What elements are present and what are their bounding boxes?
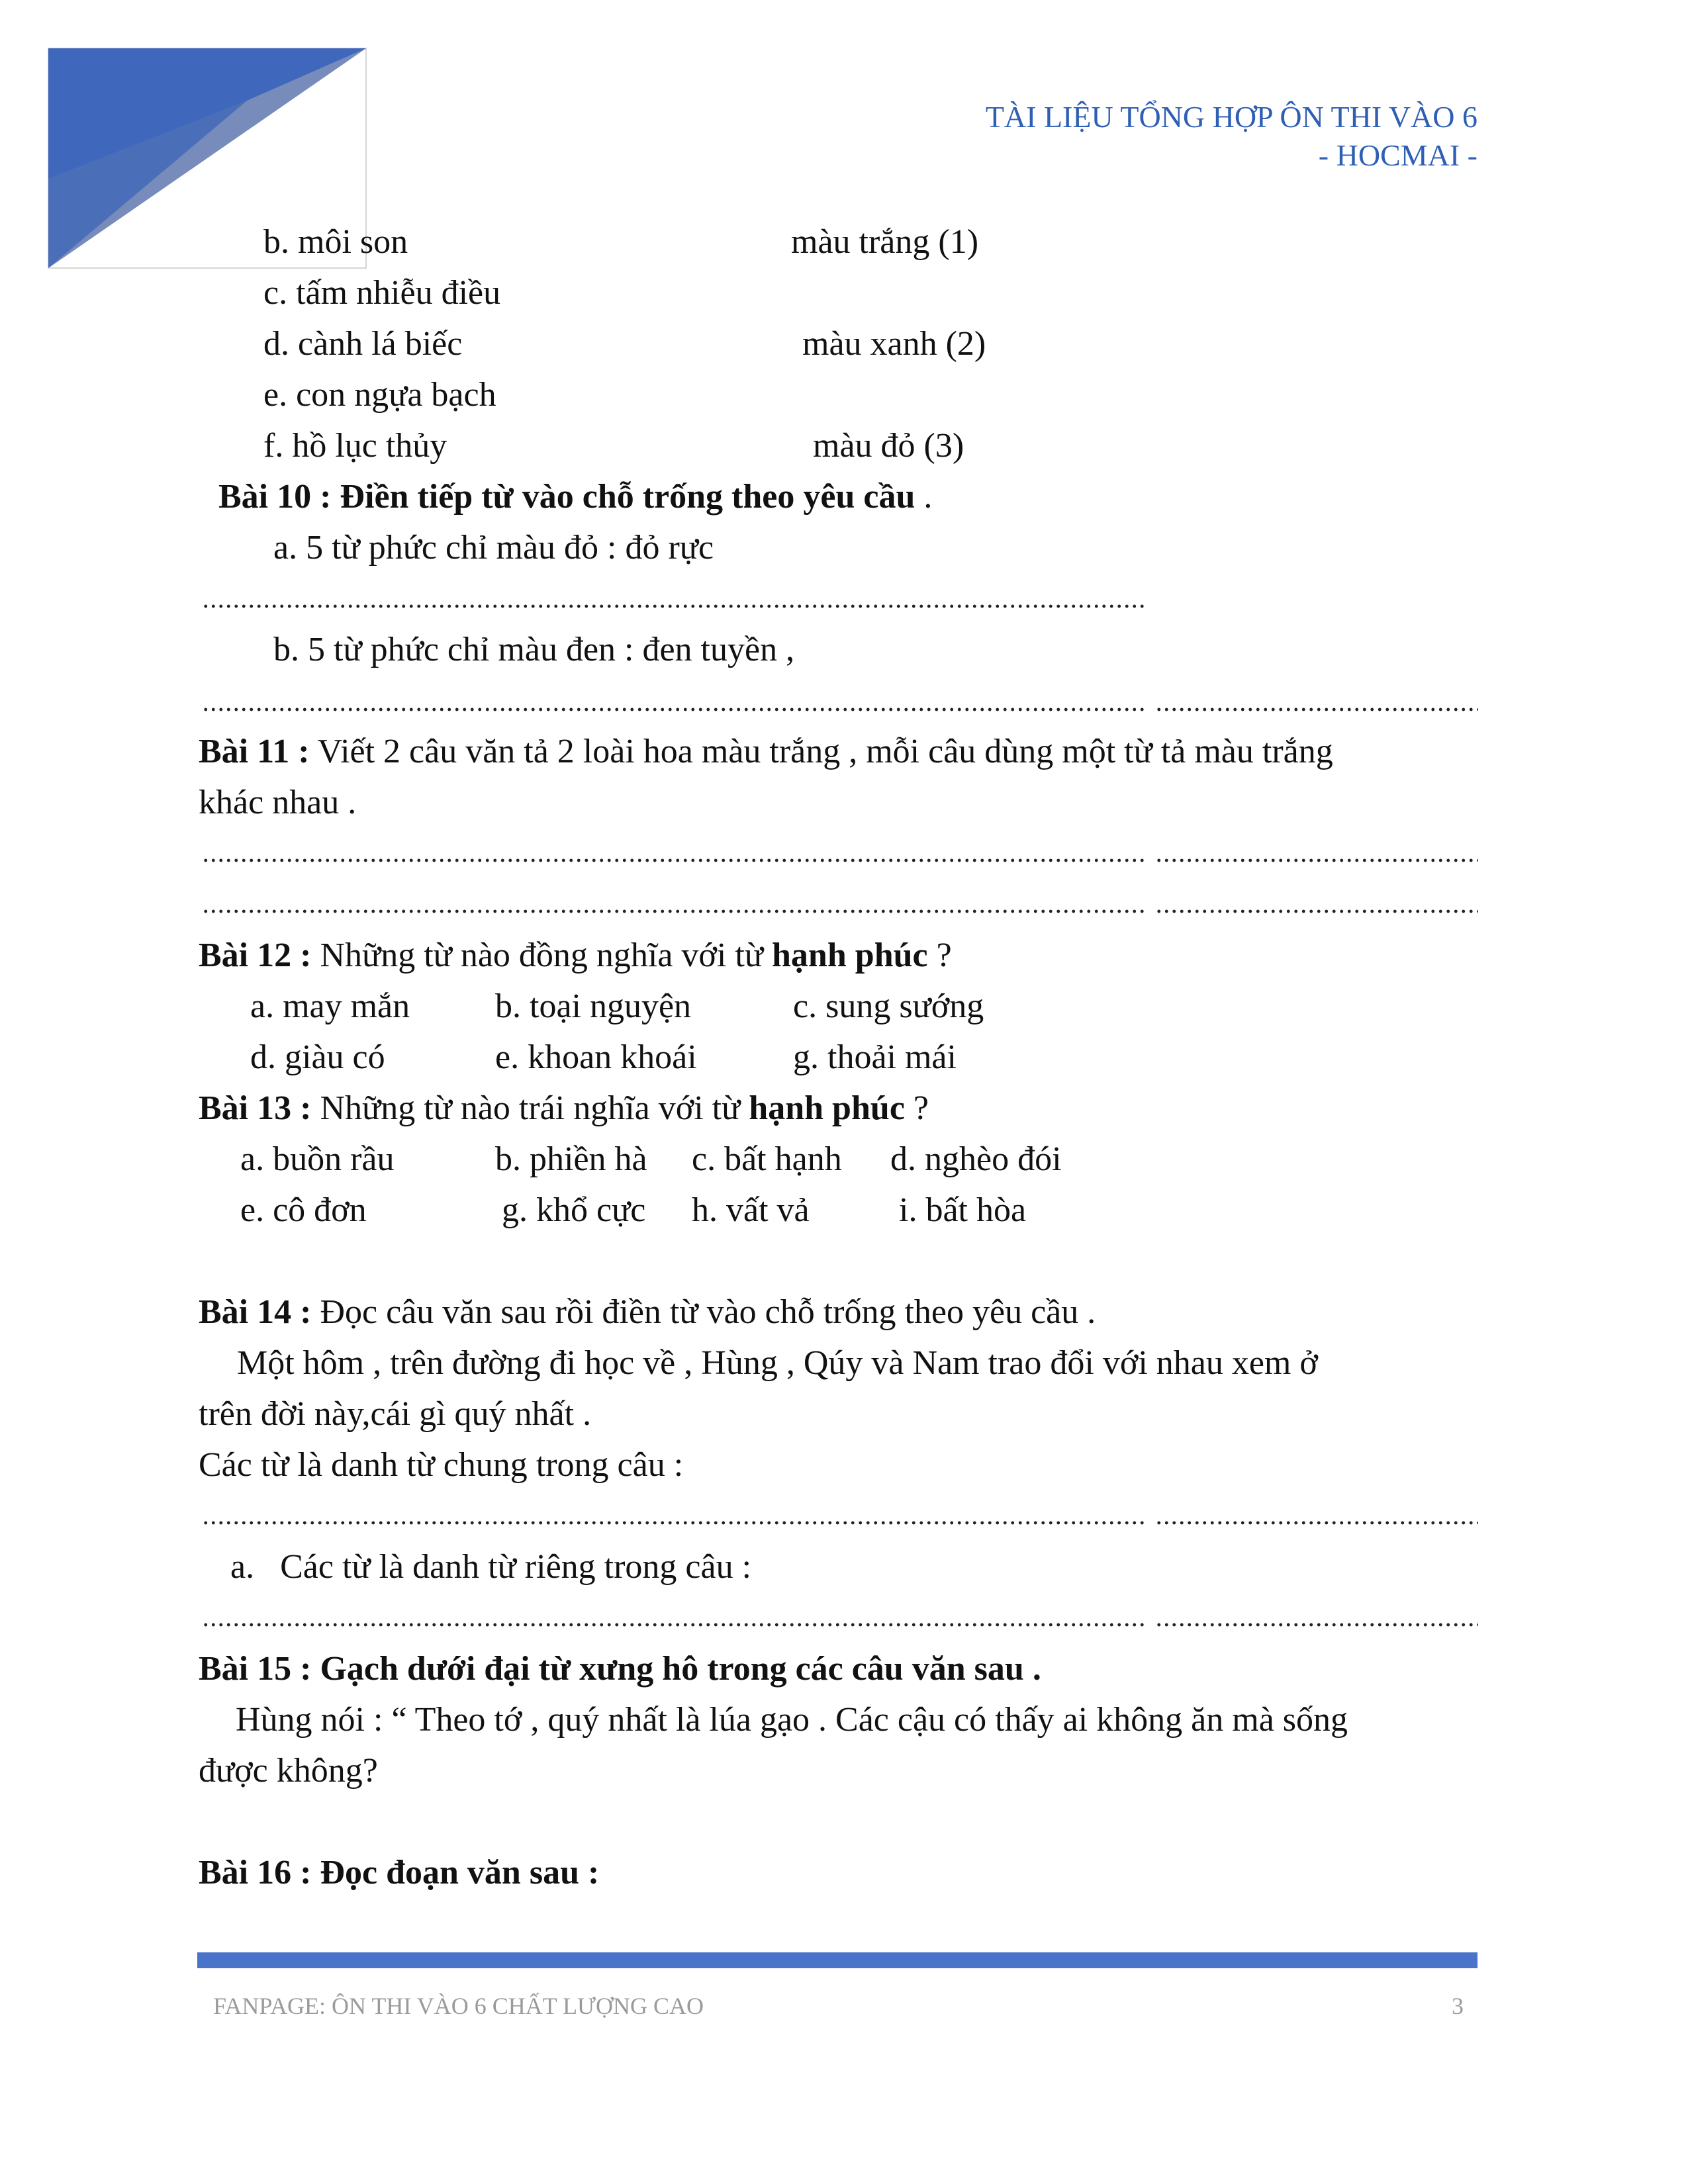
bai13-option-g: g. khổ cực [502, 1191, 646, 1229]
bai10-answer-line-b2[interactable] [1155, 707, 1478, 711]
bai13-option-e: e. cô đơn [240, 1191, 367, 1229]
bai10-heading [218, 480, 932, 514]
bai14-q2-text: Các từ là danh từ riêng trong câu : [280, 1548, 752, 1586]
match-item-f: f. hồ lục thủy [263, 427, 447, 465]
document-header [986, 98, 1477, 175]
bai15-heading [199, 1652, 1041, 1686]
bai13-heading [199, 1091, 929, 1126]
footer-fanpage: FANPAGE: ÔN THI VÀO 6 CHẤT LƯỢNG CAO [213, 1993, 704, 2019]
bai16-heading: Bài 16 : Đọc đoạn văn sau : [199, 1854, 600, 1891]
header-subtitle: - HOCMAI - [1318, 138, 1477, 172]
bai15-title: Bài 15 : Gạch dưới đại từ xưng hô trong các câu văn sau [199, 1650, 1024, 1688]
bai15-sentence-line1: Hùng nói : “ Theo tớ , quý nhất là lúa gạo . Các cậu có thấy ai không ăn mà sống [236, 1701, 1348, 1739]
footer-page-number: 3 [1452, 1993, 1464, 2019]
bai12-tail: ? [927, 936, 952, 974]
bai14-passage-line1: Một hôm , trên đường đi học về , Hùng , Qúy và Nam trao đổi với nhau xem ở [237, 1344, 1318, 1382]
match-item-d: d. cành lá biếc [263, 325, 463, 363]
bai12-heading [199, 938, 952, 973]
match-item-c: c. tấm nhiễu điều [263, 274, 501, 312]
bai13-option-h: h. vất vả [692, 1191, 810, 1229]
header-title: TÀI LIỆU TỔNG HỢP ÔN THI VÀO 6 [985, 100, 1477, 134]
bai13-option-a: a. buồn rầu [240, 1140, 395, 1178]
bai13-tail: ? [904, 1089, 929, 1127]
bai10-question-b: b. 5 từ phức chỉ màu đen : đen tuyền , [273, 631, 795, 668]
bai12-keyword: hạnh phúc [772, 936, 928, 974]
bai12-option-a: a. may mắn [250, 987, 410, 1025]
match-color-white: màu trắng (1) [791, 223, 979, 261]
bai15-sentence-line2: được không? [199, 1752, 378, 1790]
bai14-answer-line-1b[interactable] [1155, 1521, 1478, 1525]
match-item-b: b. môi son [263, 223, 408, 261]
bai10-title-tail: . [915, 478, 933, 516]
bai13-option-i: i. bất hòa [899, 1191, 1027, 1229]
bai14-label: Bài 14 : [199, 1293, 312, 1331]
bai14-marker-a: a. [230, 1548, 255, 1586]
bai12-option-e: e. khoan khoái [495, 1038, 697, 1076]
bai13-option-b: b. phiền hà [495, 1140, 647, 1178]
bai12-option-b: b. toại nguyện [495, 987, 692, 1025]
bai13-option-d: d. nghèo đói [890, 1140, 1062, 1178]
bai14-answer-line-2b[interactable] [1155, 1623, 1478, 1627]
bai14-question-common-nouns: Các từ là danh từ chung trong câu : [199, 1446, 684, 1484]
bai10-answer-line-a[interactable] [202, 604, 1147, 608]
bai12-option-d: d. giàu có [250, 1038, 385, 1076]
bai11-line1 [199, 735, 1333, 769]
bai14-heading [199, 1295, 1096, 1330]
bai13-option-c: c. bất hạnh [692, 1140, 842, 1178]
bai10-question-a: a. 5 từ phức chỉ màu đỏ : đỏ rực [273, 529, 714, 567]
bai11-text: Viết 2 câu văn tả 2 loài hoa màu trắng , mỗi câu dùng một từ tả màu trắng [309, 733, 1333, 770]
bai12-option-g: g. thoải mái [793, 1038, 957, 1076]
match-item-e: e. con ngựa bạch [263, 376, 496, 414]
bai12-label: Bài 12 : [199, 936, 312, 974]
bai15-title-tail: . [1023, 1650, 1041, 1688]
footer-bar [197, 1952, 1477, 1968]
bai13-keyword: hạnh phúc [749, 1089, 905, 1127]
bai10-title: Bài 10 : Điền tiếp từ vào chỗ trống theo yêu cầu [218, 478, 915, 516]
bai11-answer-line-2a[interactable] [202, 909, 1147, 913]
bai14-answer-line-1a[interactable] [202, 1521, 1147, 1525]
bai11-answer-line-1b[interactable] [1155, 858, 1478, 862]
bai13-label: Bài 13 : [199, 1089, 312, 1127]
match-color-green: màu xanh (2) [802, 325, 986, 363]
bai14-answer-line-2a[interactable] [202, 1623, 1147, 1627]
bai13-text: Những từ nào trái nghĩa với từ [311, 1089, 749, 1127]
bai12-option-c: c. sung sướng [793, 987, 984, 1025]
bai11-answer-line-2b[interactable] [1155, 909, 1478, 913]
match-color-red: màu đỏ (3) [813, 427, 964, 465]
bai14-question-proper-nouns [230, 1550, 751, 1584]
bai10-answer-line-b1[interactable] [202, 707, 1147, 711]
bai14-passage-line2: trên đời này,cái gì quý nhất . [199, 1395, 592, 1433]
bai11-line2: khác nhau . [199, 784, 357, 821]
bai11-answer-line-1a[interactable] [202, 858, 1147, 862]
bai14-text: Đọc câu văn sau rồi điền từ vào chỗ trống theo yêu cầu . [311, 1293, 1096, 1331]
bai12-text: Những từ nào đồng nghĩa với từ [311, 936, 773, 974]
bai11-label: Bài 11 : [199, 733, 310, 770]
